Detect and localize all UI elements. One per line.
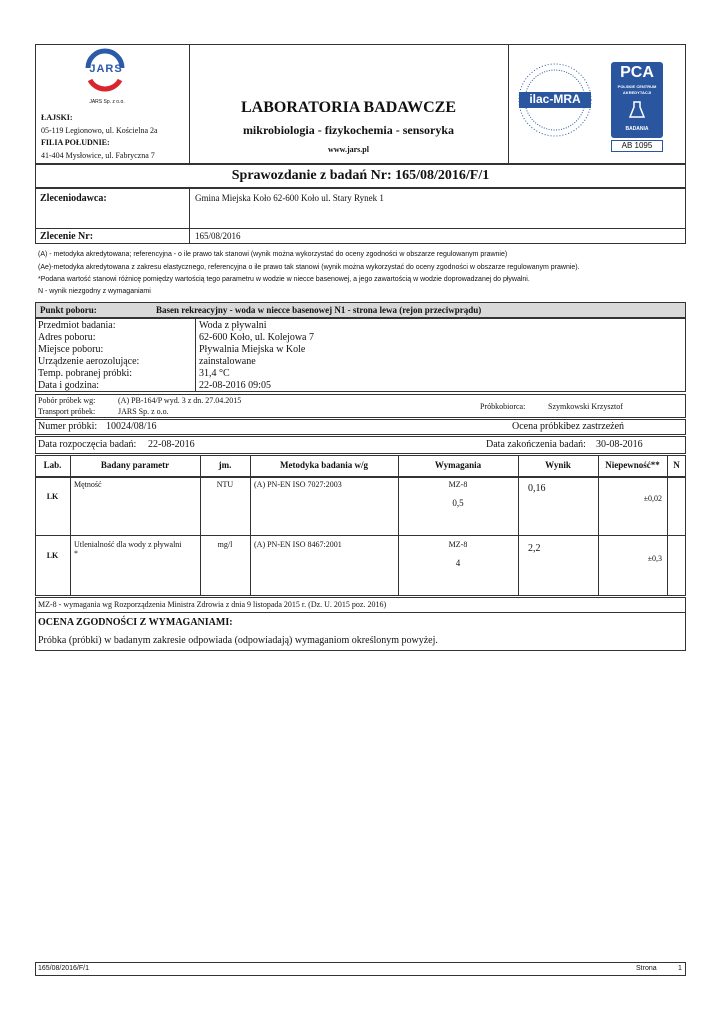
address-title: ŁAJSKI: (41, 113, 73, 122)
start-date-value: 22-08-2016 (148, 439, 195, 450)
sampling-details (35, 318, 686, 392)
pca-sub3: BADANIA (625, 126, 649, 132)
jars-logo-sub: JARS Sp. z o.o. (89, 99, 125, 105)
table-row-1-lab: LK (46, 492, 59, 501)
end-date-value: 30-08-2016 (596, 439, 643, 450)
method-value: (A) PB-164/P wyd. 3 z dn. 27.04.2015 (118, 396, 242, 405)
table-row-1-method: (A) PN-EN ISO 7027:2003 (254, 480, 342, 489)
table-row-1-req1: MZ-8 (448, 480, 468, 489)
website-link[interactable]: www.jars.pl (328, 145, 369, 154)
client-label: Zleceniodawca: (40, 193, 107, 204)
table-row-2-lab: LK (46, 551, 59, 560)
sample-subject-label: Przedmiot badania: (38, 320, 116, 331)
table-row-1-uncertainty: ±0,02 (643, 494, 662, 503)
sample-subject-value: Woda z pływalni (199, 320, 267, 331)
client-value: Gmina Miejska Koło 62-600 Koło ul. Stary Rynek 1 (195, 193, 384, 203)
footer-doc-number: 165/08/2016/F/1 (38, 965, 89, 972)
col-requirements: Wymagania (434, 460, 482, 470)
sample-address-value: 62-600 Koło, ul. Kolejowa 7 (199, 332, 314, 343)
note-1: (A) - metodyka akredytowana; referencyjna - o ile prawo tak stanowi (wynik można wykorzystać do oceny zgodności w obszarze regulowanym prawnie) (38, 251, 508, 258)
sampling-value: Basen rekreacyjny - woda w niecce basenowej N1 - strona lewa (rejon przeciwprądu) (156, 305, 482, 315)
sample-aerosol-label: Urządzenie aerozolujące: (38, 356, 140, 367)
table-row-2-method: (A) PN-EN ISO 8467:2001 (254, 540, 342, 549)
start-date-label: Data rozpoczęcia badań: (38, 439, 137, 450)
transport-label: Transport próbek: (38, 407, 96, 416)
pca-logo-text: PCA (620, 64, 654, 81)
sampler-label: Próbkobiorca: (480, 402, 526, 411)
table-row-1-param: Mętność (74, 480, 102, 489)
regulation-note: MZ-8 - wymagania wg Rozporządzenia Ministra Zdrowia z dnia 9 listopada 2015 r. (Dz. U. 2015 poz. 2016) (38, 600, 387, 609)
sample-place-value: Pływalnia Miejska w Kole (199, 344, 306, 355)
method-label: Pobór próbek wg: (38, 396, 96, 405)
table-row-1-result: 0,16 (528, 483, 546, 494)
table-row-2-param2: * (74, 549, 78, 558)
col-lab: Lab. (43, 460, 62, 470)
sample-number-label: Numer próbki: (38, 421, 98, 432)
pca-sub2: AKREDYTACJI (622, 90, 652, 95)
sampling-label: Punkt poboru: (40, 305, 97, 315)
table-row-2-uncertainty: ±0,3 (647, 554, 662, 563)
conformity-title: OCENA ZGODNOŚCI Z WYMAGANIAMI: (38, 617, 233, 628)
note-4: N - wynik niezgodny z wymaganiami (38, 288, 151, 295)
footer-page-label: Strona (636, 965, 657, 972)
sample-temp-value: 31,4 °C (199, 368, 230, 379)
col-param: Badany parametr (100, 460, 170, 470)
branch-title: FILIA POŁUDNIE: (41, 138, 110, 147)
table-row-2-req2: 4 (455, 558, 461, 568)
table-row-2-unit: mg/l (217, 540, 233, 549)
sample-rating-label: Ocena próbki: (512, 421, 569, 432)
pca-sub1: POLSKIE CENTRUM (617, 84, 657, 89)
col-unit: jm. (218, 460, 232, 470)
sample-date-label: Data i godzina: (38, 380, 100, 391)
table-row-2-result: 2,2 (528, 543, 541, 554)
order-value: 165/08/2016 (195, 231, 241, 241)
conformity-text: Próbka (próbki) w badanym zakresie odpowiada (odpowiadają) wymaganiom określonym powyżej. (38, 635, 438, 646)
sample-place-label: Miejsce poboru: (38, 344, 104, 355)
lab-subtitle: mikrobiologia - fizykochemia - sensoryka (242, 123, 455, 137)
sample-temp-label: Temp. pobranej próbki: (38, 368, 132, 379)
table-row-1-req2: 0,5 (452, 498, 464, 508)
order-label: Zlecenie Nr: (40, 231, 94, 242)
lab-title: LABORATORIA BADAWCZE (240, 99, 456, 116)
sample-date-value: 22-08-2016 09:05 (199, 380, 271, 391)
sample-aerosol-value: zainstalowane (199, 356, 256, 367)
pca-icon (627, 100, 647, 120)
note-3: *Podana wartość stanowi różnicę pomiędzy wartością tego parametru w wodzie w niecce basenowej, a jego zawartością w wodzie doprowadzanej do pływalni. (38, 276, 530, 283)
sample-number-value: 10024/08/16 (106, 421, 157, 432)
end-date-label: Data zakończenia badań: (486, 439, 586, 450)
branch-line: 41-404 Mysłowice, ul. Fabryczna 7 (41, 151, 155, 160)
footer-box (35, 962, 686, 976)
col-uncertainty: Niepewność** (605, 460, 660, 470)
table-row-2-req1: MZ-8 (448, 540, 468, 549)
col-n: N (673, 460, 680, 470)
transport-value: JARS Sp. z o.o. (118, 407, 169, 416)
sample-rating-value: bez zastrzeżeń (566, 421, 625, 432)
sample-address-label: Adres poboru: (38, 332, 96, 343)
pca-code: AB 1095 (621, 141, 653, 150)
ilac-mra-text: ilac-MRA (529, 92, 581, 106)
table-row-2-param: Utlenialność dla wody z pływalni (74, 540, 182, 549)
address-line: 05-119 Legionowo, ul. Kościelna 2a (41, 126, 158, 135)
report-title: Sprawozdanie z badań Nr: 165/08/2016/F/1 (231, 168, 490, 183)
footer-page-number: 1 (678, 965, 682, 972)
sampler-value: Szymkowski Krzysztof (548, 402, 623, 411)
col-result: Wynik (545, 460, 571, 470)
note-2: (Ae)-metodyka akredytowana z zakresu elastycznego, referencyjna o ile prawo tak stanowi (wynik można wykorzystać do oceny zgodności w obszarze regulowanym prawnie). (38, 264, 580, 271)
col-method: Metodyka badania w/g (279, 460, 368, 470)
jars-logo-text: JARS (89, 63, 123, 75)
table-row-1-unit: NTU (216, 480, 234, 489)
